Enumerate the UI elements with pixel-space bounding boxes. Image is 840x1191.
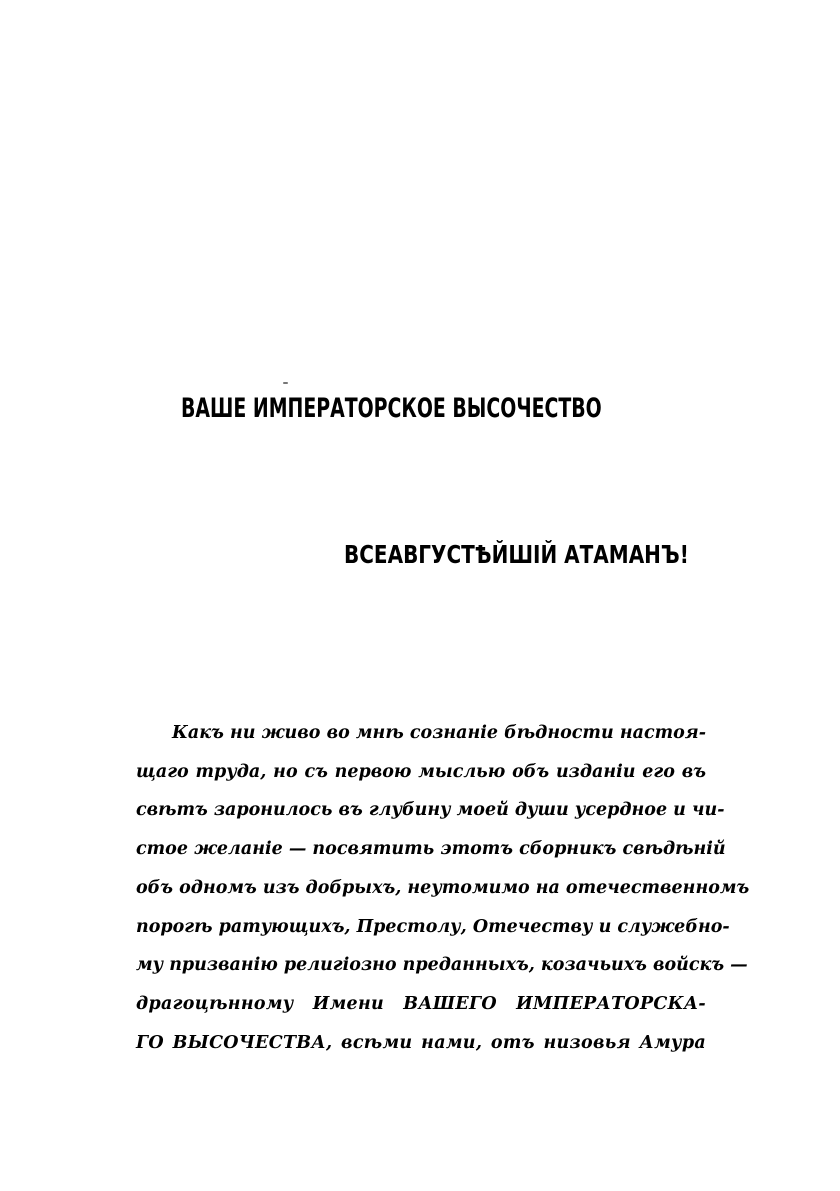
body-line: порогѣ ратующихъ, Престолу, Отечеству и служебно- bbox=[136, 916, 730, 937]
body-line: ГО ВЫСОЧЕСТВА, всѣми нами, отъ низовья Амура bbox=[136, 1032, 706, 1053]
print-speck bbox=[283, 382, 288, 384]
dedication-address: ВСЕАВГУСТѢЙШІЙ АТАМАНЪ! bbox=[344, 540, 689, 569]
dedication-salutation: ВАШЕ ИМПЕРАТОРСКОЕ ВЫСОЧЕСТВО bbox=[181, 393, 602, 424]
body-line: драгоцѣнному Имени ВАШЕГО ИМПЕРАТОРСКА- bbox=[136, 993, 706, 1014]
body-line: стое желаніе — посвятить этотъ сборникъ свѣдѣній bbox=[136, 839, 726, 860]
body-line: объ одномъ изъ добрыхъ, неутомимо на отечественномъ bbox=[136, 877, 750, 898]
body-line: щаго труда, но съ первою мыслью объ изданіи его въ bbox=[136, 761, 706, 782]
dedication-body bbox=[136, 714, 750, 1062]
body-line: му призванію религіозно преданныхъ, козачьихъ войскъ — bbox=[136, 955, 748, 976]
body-line: Какъ ни живо во мнѣ сознаніе бѣдности настоя- bbox=[172, 723, 706, 743]
body-line: свѣтъ заронилось въ глубину моей души усердное и чи- bbox=[136, 800, 725, 821]
